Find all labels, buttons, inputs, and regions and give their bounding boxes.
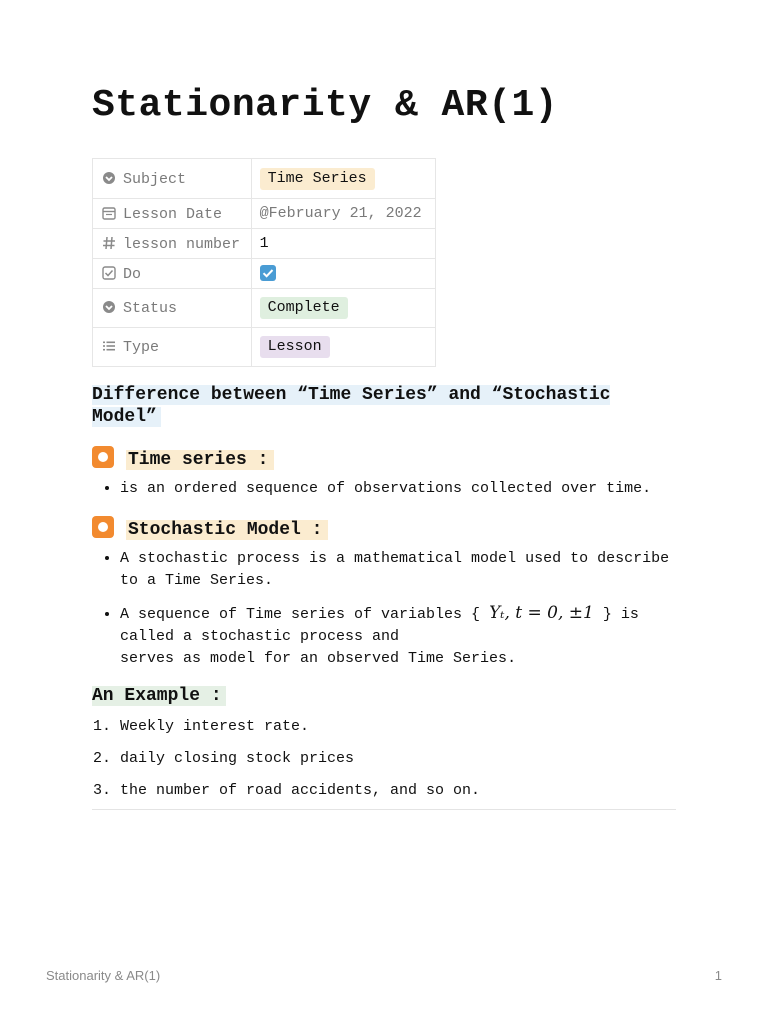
footer-title: Stationarity & AR(1) xyxy=(46,968,161,983)
list-icon xyxy=(101,338,117,354)
property-label: Status xyxy=(123,300,178,317)
subject-tag[interactable]: Time Series xyxy=(260,168,375,190)
time-series-heading xyxy=(92,446,274,472)
property-label: Type xyxy=(123,339,160,356)
property-label: Lesson Date xyxy=(123,205,223,223)
difference-heading-text: Difference between “Time Series” and “Stochastic Model” xyxy=(92,385,611,427)
property-label: Do xyxy=(123,265,142,283)
property-row-lesson-number xyxy=(93,229,436,259)
do-checkbox[interactable] xyxy=(260,265,276,281)
property-row-lesson-date xyxy=(93,199,436,229)
property-row-do xyxy=(93,259,436,289)
stochastic-model-heading xyxy=(92,516,328,542)
list-item: 1. Weekly interest rate. xyxy=(120,716,680,738)
list-item: 3. the number of road accidents, and so on. xyxy=(120,780,680,802)
property-label: Subject xyxy=(123,170,187,188)
math-expression: Yₜ, t = 0, ±1 xyxy=(489,603,594,623)
calendar-icon xyxy=(101,205,117,221)
list-item: • is an ordered sequence of observations collected over time. xyxy=(120,478,680,500)
record-button-icon xyxy=(92,446,114,468)
property-label: lesson number xyxy=(123,235,241,253)
page-number: 1 xyxy=(714,968,722,983)
select-icon xyxy=(101,299,117,315)
number-hash-icon xyxy=(101,235,117,251)
record-button-icon xyxy=(92,516,114,538)
list-item: • A sequence of Time series of variables { Yₜ, t = 0, ±1 } is called a stochastic process and serves as model for an observed Time Series. xyxy=(120,602,680,670)
example-heading xyxy=(92,684,226,708)
list-item: 2. daily closing stock prices xyxy=(120,748,680,770)
divider xyxy=(92,809,676,810)
select-icon xyxy=(101,170,117,186)
difference-heading xyxy=(92,384,660,428)
example-list xyxy=(92,716,680,812)
lesson-number-value[interactable]: 1 xyxy=(259,235,269,252)
property-row-type xyxy=(93,328,436,367)
status-tag[interactable]: Complete xyxy=(260,297,348,319)
time-series-list xyxy=(92,478,680,510)
stochastic-model-list xyxy=(92,548,680,680)
page-title: Stationarity & AR(1) xyxy=(92,84,559,127)
example-heading-text: An Example : xyxy=(92,686,226,706)
property-row-status xyxy=(93,289,436,328)
list-item: • A stochastic process is a mathematical model used to describe to a Time Series. xyxy=(120,548,680,592)
lesson-date-value[interactable]: @February 21, 2022 xyxy=(259,205,422,222)
properties-table xyxy=(92,158,436,367)
property-row-subject xyxy=(93,159,436,199)
checkbox-property-icon xyxy=(101,265,117,281)
stochastic-model-heading-text: Stochastic Model : xyxy=(126,520,328,540)
time-series-heading-text: Time series : xyxy=(126,450,274,470)
type-tag[interactable]: Lesson xyxy=(260,336,330,358)
